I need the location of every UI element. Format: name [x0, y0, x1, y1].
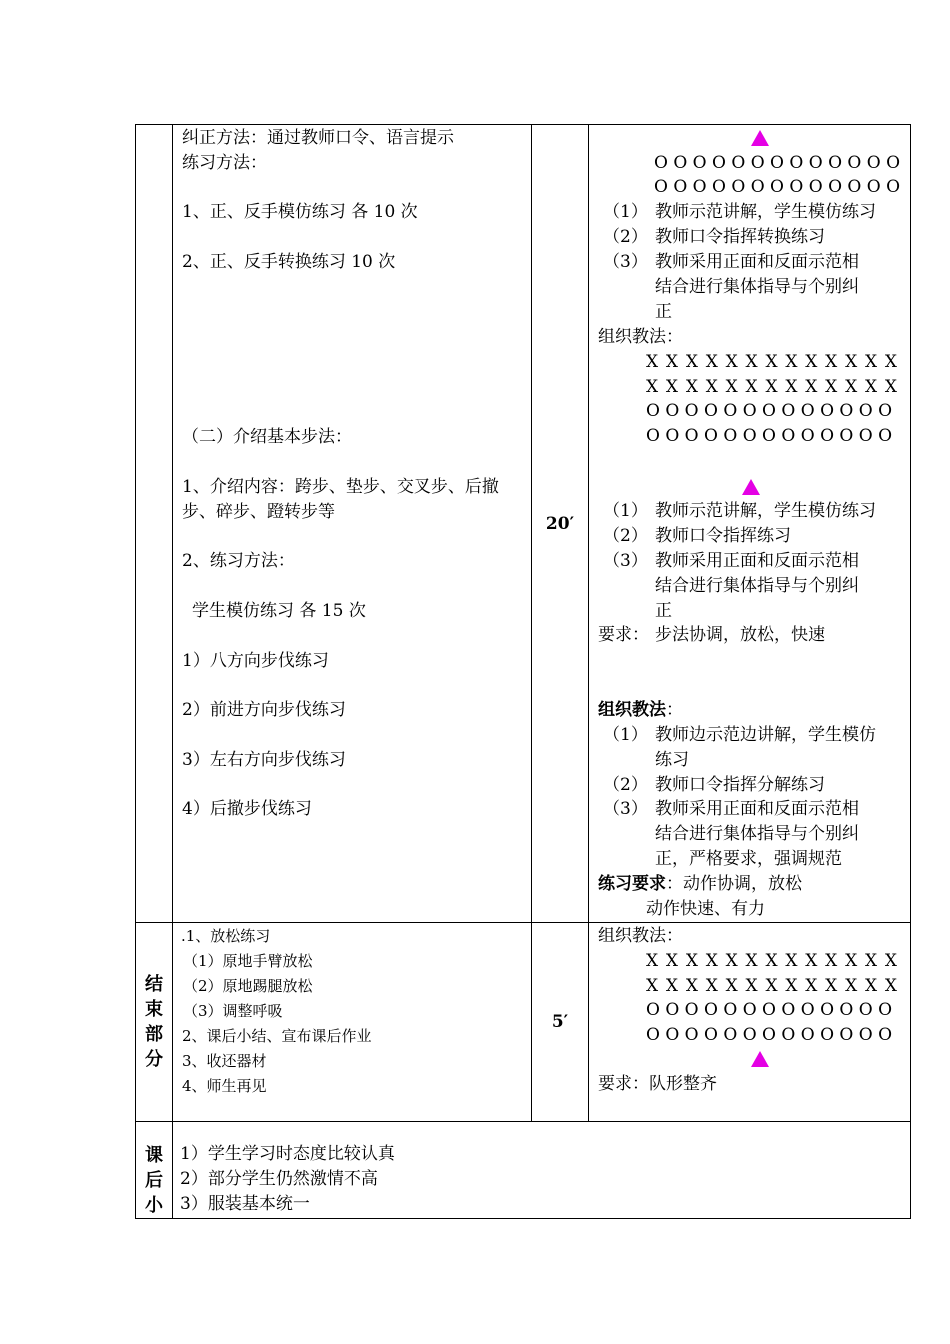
- formation-row-x: X X X X X X X X X X X X X: [646, 951, 899, 971]
- requirement-text: 要求：队形整齐: [598, 1074, 717, 1094]
- colon: ：: [666, 700, 683, 720]
- duration-value: 5′: [551, 1012, 569, 1032]
- ending-content-cell: [173, 923, 532, 1122]
- list-text: 正: [655, 302, 672, 322]
- summary-item: 3）服装基本统一: [180, 1194, 310, 1214]
- lesson-plan-table: [135, 124, 911, 1219]
- ending-item: 3、收还器材: [182, 1052, 267, 1070]
- duration-cell: [532, 125, 589, 923]
- ending-item: （1）原地手臂放松: [183, 952, 313, 970]
- content-line: 2）前进方向步伐练习: [182, 700, 346, 720]
- summary-item: 2）部分学生仍然激情不高: [180, 1169, 378, 1189]
- list-text: 正，严格要求，强调规范: [655, 849, 842, 869]
- list-text: 结合进行集体指导与个别纠: [655, 277, 859, 297]
- summary-content-cell: [173, 1122, 911, 1219]
- list-number: （1）: [603, 501, 648, 521]
- list-number: （1）: [603, 202, 648, 222]
- ending-item: 4、师生再见: [182, 1077, 267, 1095]
- section-label-cell: [136, 125, 173, 923]
- list-text: 教师采用正面和反面示范相: [655, 799, 859, 819]
- main-practice-row: [136, 125, 911, 923]
- label-char: 结: [145, 974, 163, 995]
- org-label: 组织教法：: [598, 327, 683, 347]
- teacher-triangle-icon: [751, 1051, 769, 1067]
- label-char: 课: [145, 1145, 163, 1166]
- content-line: 学生模仿练习 各 15 次: [192, 601, 366, 621]
- list-text: 教师口令指挥转换练习: [655, 227, 825, 247]
- ending-item: .1、放松练习: [181, 927, 271, 945]
- summary-label: [136, 1122, 172, 1218]
- ending-label-cell: [136, 923, 173, 1122]
- content-line: 4）后撤步伐练习: [182, 799, 312, 819]
- content-line: 1）八方向步伐练习: [182, 651, 329, 671]
- formation-row-x: X X X X X X X X X X X X X: [646, 377, 899, 397]
- org-label-bold-text: 组织教法: [598, 700, 666, 720]
- ending-row: [136, 923, 911, 1122]
- ending-item: （3）调整呼吸: [183, 1002, 283, 1020]
- list-text: 结合进行集体指导与个别纠: [655, 576, 859, 596]
- content-line: 3）左右方向步伐练习: [182, 750, 346, 770]
- label-char: 分: [145, 1049, 163, 1070]
- teacher-triangle-icon: [751, 130, 769, 146]
- practice-requirement-label: 练习要求: [598, 874, 666, 894]
- formation-row-o: O O O O O O O O O O O O O: [654, 153, 901, 173]
- ending-item: 2、课后小结、宣布课后作业: [182, 1027, 372, 1045]
- ending-organization-cell: [589, 923, 911, 1122]
- ending-item: （2）原地踢腿放松: [183, 977, 313, 995]
- content-line: 2、正、反手转换练习 10 次: [182, 252, 396, 272]
- formation-row-o: O O O O O O O O O O O O O: [646, 1025, 893, 1045]
- list-number: （2）: [603, 227, 648, 247]
- requirement-text: 步法协调，放松，快速: [655, 625, 825, 645]
- formation-row-x: X X X X X X X X X X X X X: [646, 976, 899, 996]
- list-text: 练习: [655, 750, 689, 770]
- summary-item: 1）学生学习时态度比较认真: [180, 1144, 395, 1164]
- list-number: （3）: [603, 799, 648, 819]
- organization-cell: [589, 125, 911, 923]
- list-text: 教师示范讲解，学生模仿练习: [655, 202, 876, 222]
- summary-row: [136, 1122, 911, 1219]
- label-char: 小: [145, 1195, 163, 1216]
- list-number: （2）: [603, 526, 648, 546]
- list-text: 教师示范讲解，学生模仿练习: [655, 501, 876, 521]
- ending-duration-cell: [532, 923, 589, 1122]
- formation-row-o: O O O O O O O O O O O O O: [646, 401, 893, 421]
- formation-row-o: O O O O O O O O O O O O O: [646, 426, 893, 446]
- list-text: 正: [655, 601, 672, 621]
- practice-requirement-text: 动作协调，放松: [683, 874, 802, 894]
- list-number: （2）: [603, 775, 648, 795]
- list-number: （1）: [603, 725, 648, 745]
- requirement-label: 要求：: [598, 625, 649, 645]
- content-line: （二）介绍基本步法：: [182, 427, 352, 447]
- content-line: 纠正方法：通过教师口令、语言提示: [182, 128, 454, 148]
- org-label: 组织教法：: [598, 926, 683, 946]
- content-line: 1、正、反手模仿练习 各 10 次: [182, 202, 418, 222]
- org-label-bold: [598, 698, 683, 723]
- list-text: 结合进行集体指导与个别纠: [655, 824, 859, 844]
- list-number: （3）: [603, 252, 648, 272]
- practice-requirement: [598, 872, 802, 897]
- content-line: 练习方法：: [182, 153, 267, 173]
- list-text: 教师口令指挥练习: [655, 526, 791, 546]
- content-line: 1、介绍内容：跨步、垫步、交叉步、后撤: [182, 477, 499, 497]
- content-cell: [173, 125, 532, 923]
- formation-row-x: X X X X X X X X X X X X X: [646, 352, 899, 372]
- ending-label: [136, 923, 172, 1121]
- colon: ：: [666, 874, 683, 894]
- formation-row-o: O O O O O O O O O O O O O: [646, 1000, 893, 1020]
- list-text: 教师边示范边讲解，学生模仿: [655, 725, 876, 745]
- list-text: 教师采用正面和反面示范相: [655, 551, 859, 571]
- content-line: 2、练习方法：: [182, 551, 295, 571]
- label-char: 后: [145, 1170, 163, 1191]
- list-number: （3）: [603, 551, 648, 571]
- list-text: 教师口令指挥分解练习: [655, 775, 825, 795]
- list-text: 教师采用正面和反面示范相: [655, 252, 859, 272]
- practice-requirement-text: 动作快速、有力: [646, 899, 765, 919]
- formation-row-o: O O O O O O O O O O O O O: [654, 177, 901, 197]
- label-char: 束: [145, 999, 163, 1020]
- summary-label-cell: [136, 1122, 173, 1219]
- label-char: 部: [145, 1024, 163, 1045]
- duration-value: 20′: [545, 513, 575, 534]
- content-line: 步、碎步、蹬转步等: [182, 502, 335, 522]
- teacher-triangle-icon: [742, 479, 760, 495]
